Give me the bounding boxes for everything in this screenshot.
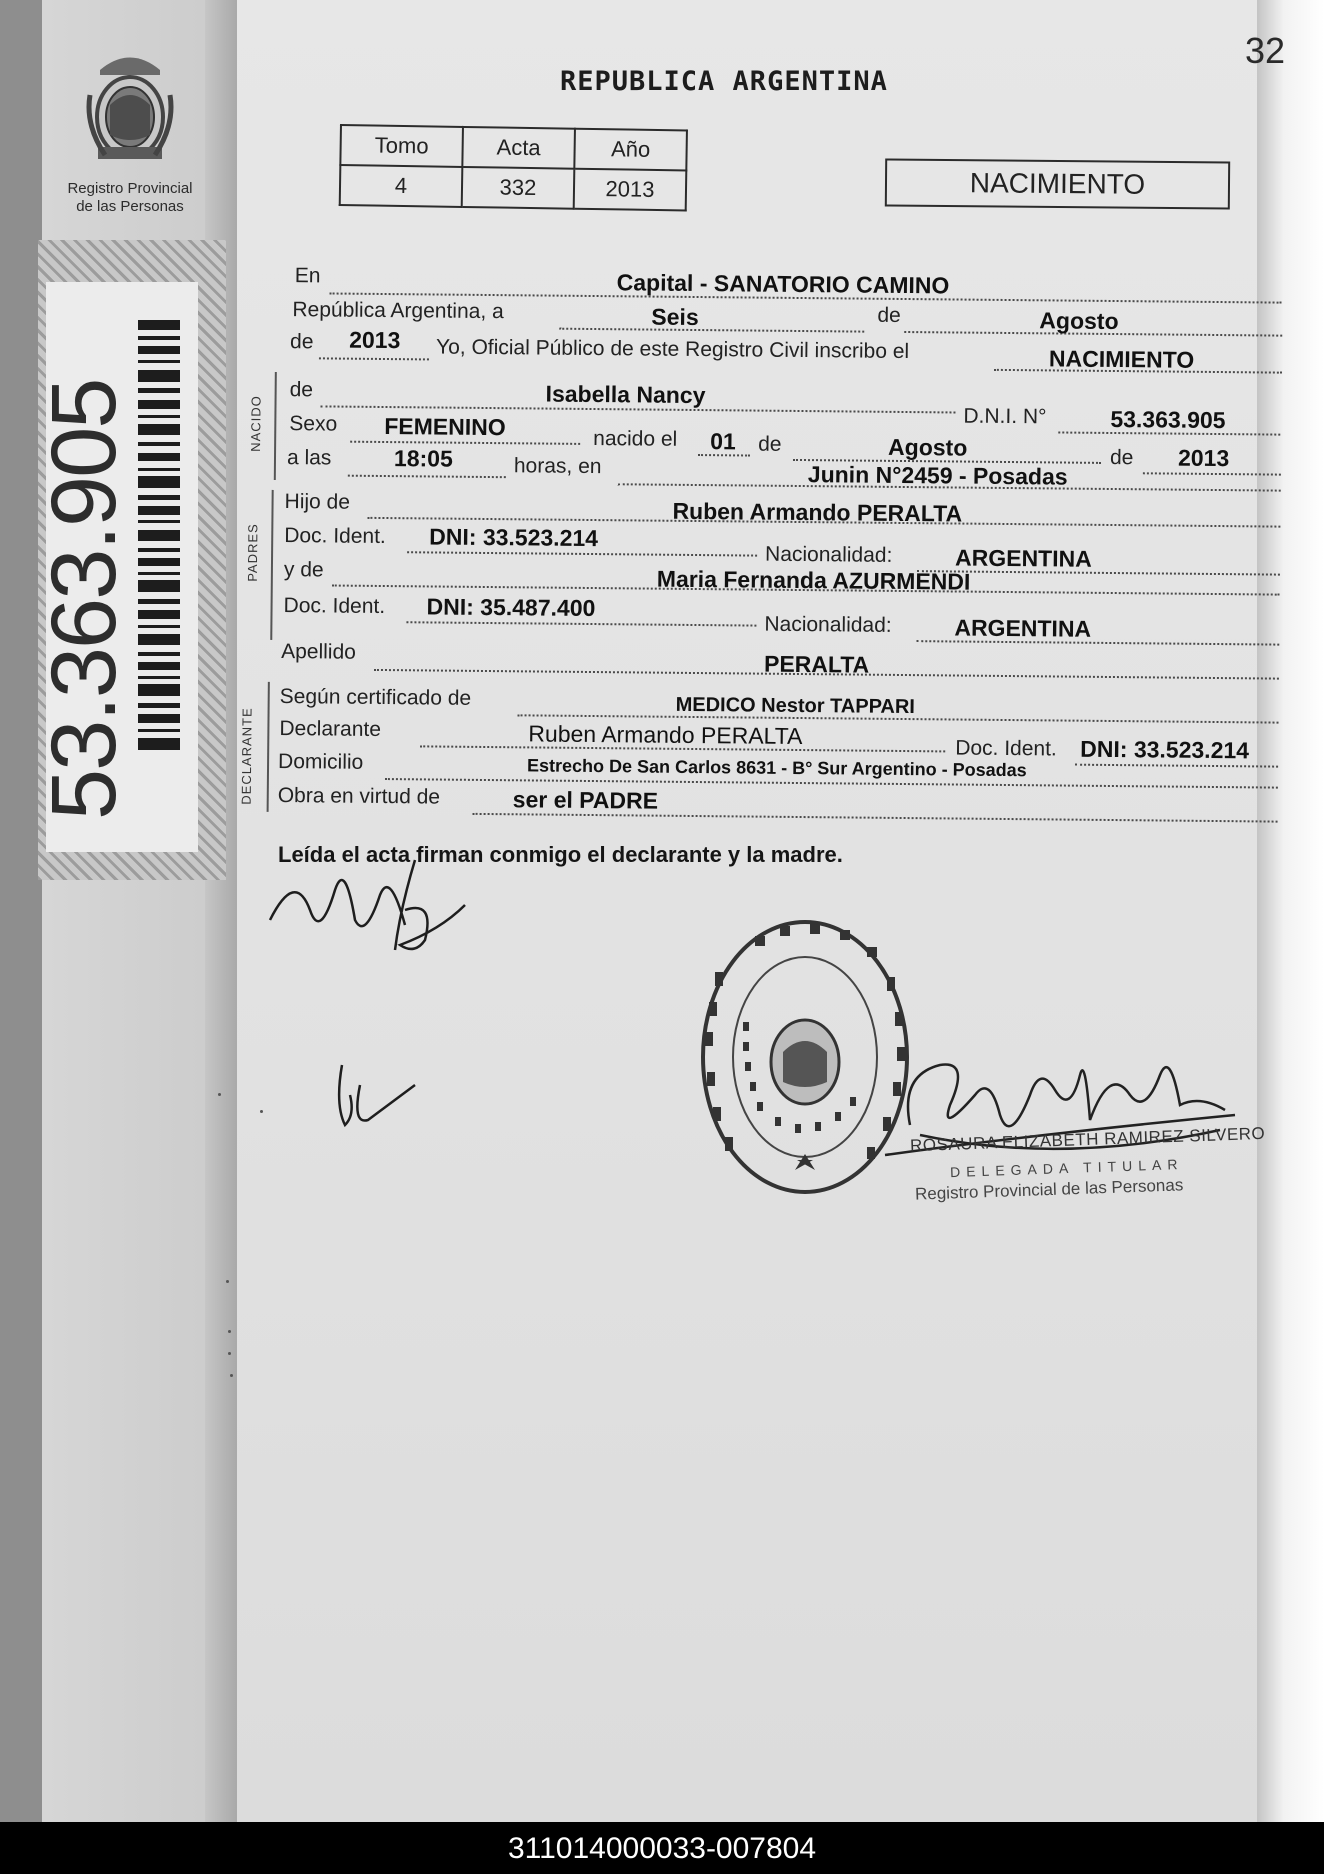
place-value: Capital - SANATORIO CAMINO [616,269,950,299]
margin-mark [226,1280,229,1283]
label-de: de [758,432,782,456]
label-nacido-el: nacido el [593,427,678,451]
label-obra-en-virtud: Obra en virtud de [277,784,441,809]
section-declarante: DECLARANTE [238,707,255,805]
label-dni: D.N.I. N° [963,404,1047,429]
father-name-value: Ruben Armando PERALTA [672,497,963,527]
label-sexo: Sexo [289,412,338,436]
page-number: 32 [1245,30,1286,71]
day-value: Seis [651,303,699,331]
first-names-value: Isabella Nancy [545,380,706,409]
label-oficial: Yo, Oficial Público de este Registro Civil inscribo el [435,335,910,364]
surname-value: PERALTA [763,650,870,678]
dotted-line [350,441,580,445]
label-segun-certificado: Según certificado de [279,685,472,710]
margin-mark [260,1110,263,1113]
table-cell-tomo: 4 [340,165,463,207]
mother-nationality-value: ARGENTINA [954,614,1092,642]
closing-statement: Leída el acta firman conmigo el declarante y la madre. [278,842,843,867]
section-nacido: NACIDO [248,395,264,452]
birth-month-value: Agosto [888,433,968,461]
dotted-line [473,813,1278,823]
label-hijo-de: Hijo de [284,490,351,514]
registry-label: Registro Provincial [67,180,193,197]
table-cell-acta: 332 [462,167,575,209]
margin-mark [228,1330,231,1333]
label-doc-ident: Doc. Ident. [955,736,1057,761]
margin-mark [218,1093,221,1096]
certificate-by-value: MEDICO Nestor TAPPARI [675,693,916,719]
signature-declarant [265,850,495,960]
label-nacionalidad: Nacionalidad: [764,612,892,637]
scan-id-bar: 311014000033-007804 [0,1822,1324,1874]
birth-day-value: 01 [710,428,736,455]
barcode-number: 53.363.905 [33,379,135,820]
record-kind-value: NACIMIENTO [1048,345,1195,373]
initial-mark [330,1055,420,1135]
dotted-line [319,357,429,360]
label-horas-en: horas, en [513,454,602,479]
officer-name: ROSAURA ELIZABETH RAMIREZ SILVERO [909,1123,1266,1156]
label-declarante: Declarante [279,717,382,741]
label-de: de [877,303,901,327]
mother-doc-value: DNI: 35.487.400 [426,593,596,622]
birth-year-value: 2013 [1177,444,1230,472]
label-apellido: Apellido [281,640,356,664]
officer-organization: Registro Provincial de las Personas [914,1175,1184,1204]
country-title: REPUBLICA ARGENTINA [560,66,888,97]
father-doc-value: DNI: 33.523.214 [429,523,599,552]
label-domicilio: Domicilio [277,750,364,774]
record-type-box: NACIMIENTO [885,158,1230,209]
dni-value: 53.363.905 [1110,405,1226,434]
officer-role: DELEGADA TITULAR [949,1155,1184,1181]
address-value: Estrecho De San Carlos 8631 - B° Sur Argentino - Posadas [526,755,1027,781]
section-bar [274,372,277,480]
sex-value: FEMENINO [384,413,506,441]
margin-mark [230,1374,233,1377]
label-doc-ident: Doc. Ident. [284,524,386,549]
label-a-las: a las [286,446,332,470]
section-padres: PADRES [244,523,261,582]
dotted-line [406,621,756,626]
label-doc-ident: Doc. Ident. [283,594,386,619]
birth-time-value: 18:05 [393,445,453,472]
month-value: Agosto [1039,307,1119,335]
table-header-acta: Acta [462,127,575,169]
section-bar [270,490,273,640]
label-y-de: y de [283,558,324,582]
table-cell-anio: 2013 [574,169,687,211]
label-de: de [1109,445,1134,470]
dotted-line [407,551,757,556]
label-de: de [289,378,314,402]
label-republica: República Argentina, a [292,298,504,324]
label-nacionalidad: Nacionalidad: [764,542,893,567]
label-en: En [294,264,321,288]
father-nationality-value: ARGENTINA [954,544,1092,572]
mother-name-value: Maria Fernanda AZURMENDI [656,565,971,595]
dotted-line [1143,472,1281,475]
registry-label: de las Personas [76,198,184,215]
dotted-line [348,475,506,479]
year-value: 2013 [349,326,401,354]
margin-mark [228,1352,231,1355]
declarant-doc-value: DNI: 33.523.214 [1080,735,1250,764]
table-header-tomo: Tomo [340,125,463,167]
section-bar [267,682,270,812]
label-de: de [290,330,314,354]
table-header-anio: Año [574,129,687,171]
dotted-line [559,328,864,333]
capacity-value: ser el PADRE [512,786,659,814]
birth-place-value: Junin N°2459 - Posadas [807,461,1068,490]
declarant-value: Ruben Armando PERALTA [528,720,803,750]
